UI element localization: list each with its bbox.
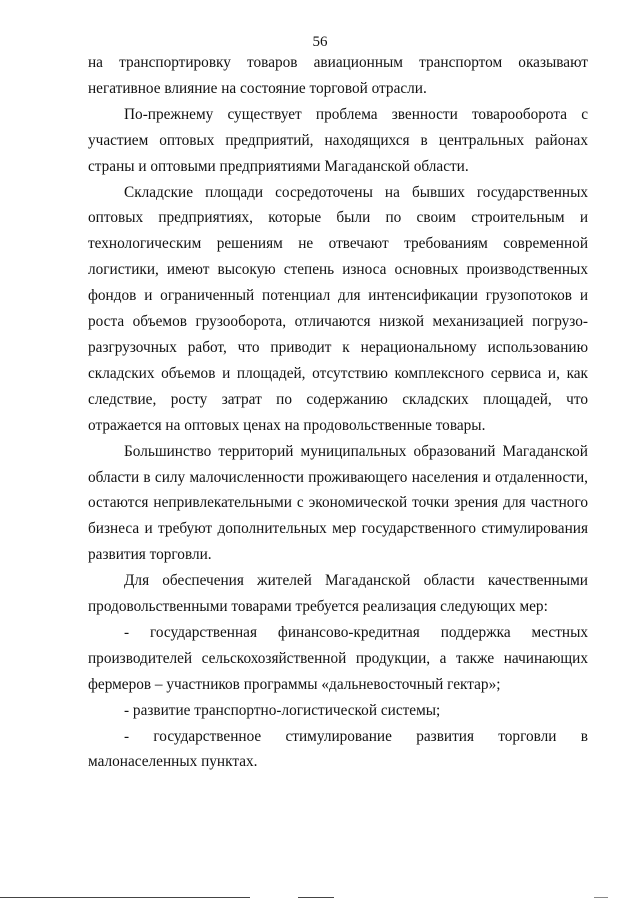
body-text (88, 50, 588, 775)
paragraph: Большинство территорий муниципальных образований Магаданской области в силу малочисленности проживающего населения и отдаленности, остаются непривлекательными с экономической точки зрения для частного бизнеса и требуют дополнительных мер государственного стимулирования развития торговли. (88, 442, 588, 564)
list-item: - развитие транспортно-логистической системы; (124, 701, 441, 719)
paragraph: Складские площади сосредоточены на бывших государственных оптовых предприятиях, которые были по своим строительным и технологическим решениям не отвечают требованиям современной логистики, имеют высокую степень износа основных производственных фондов и ограниченный потенциал для интенсификации грузопотоков и роста объемов грузооборота, отличаются низкой механизацией погрузо-разгрузочных работ, что приводит к нерациональному использованию складских объемов и площадей, отсутствию комплексного сервиса и, как следствие, росту затрат по содержанию складских площадей, что отражается на оптовых ценах на продовольственные товары. (88, 183, 588, 434)
scan-edge-line (298, 897, 334, 898)
scan-edge-line (0, 897, 250, 898)
list-item: - государственное стимулирование развития торговли в малонаселенных пунктах. (88, 727, 588, 771)
scan-edge-line (594, 897, 608, 898)
paragraph: на транспортировку товаров авиационным транспортом оказывают негативное влияние на состояние торговой отрасли. (88, 54, 588, 97)
paragraph: По-прежнему существует проблема звенности товарооборота с участием оптовых предприятий, находящихся в центральных районах страны и оптовыми предприятиями Магаданской области. (88, 105, 588, 175)
paragraph: Для обеспечения жителей Магаданской области качественными продовольственными товарами требуется реализация следующих мер: (88, 572, 588, 616)
list-item: - государственная финансово-кредитная поддержка местных производителей сельскохозяйственной продукции, а также начинающих фермеров – участников программы «дальневосточный гектар»; (88, 623, 588, 693)
page-number: 56 (312, 34, 328, 50)
